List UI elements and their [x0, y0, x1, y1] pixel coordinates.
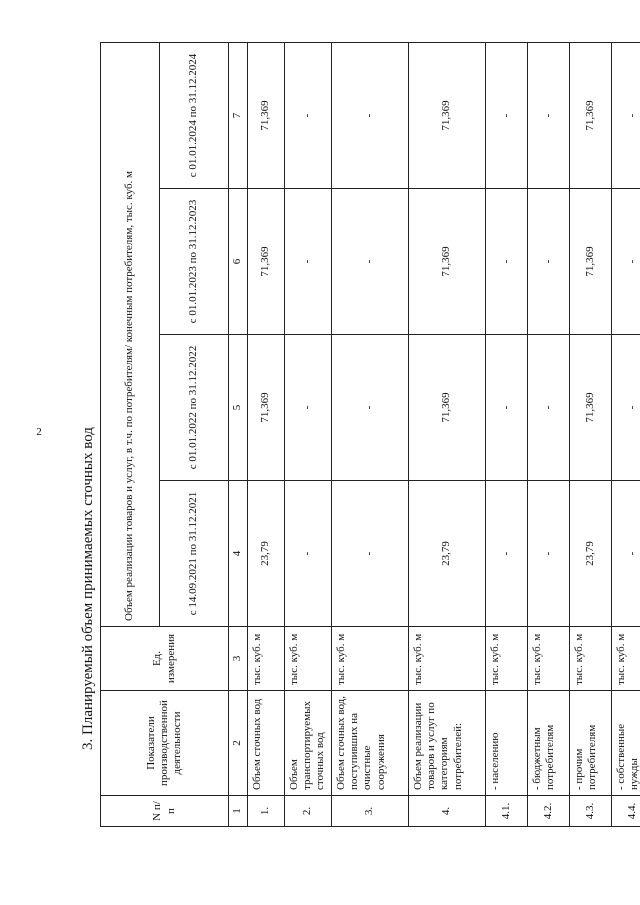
rotated-page-content	[0, 48, 640, 848]
row-value: -	[612, 189, 640, 335]
row-num: 4.1.	[486, 796, 528, 827]
row-value: -	[332, 42, 409, 188]
header-period: с 01.01.2023 по 31.12.2023	[160, 189, 229, 335]
row-value: -	[486, 189, 528, 335]
row-name: Объем транспортируемых сточных вод	[285, 691, 332, 796]
sewage-volume-table	[100, 42, 640, 827]
row-name: - бюджетным потребителям	[528, 691, 570, 796]
row-num: 4.4.	[612, 796, 640, 827]
column-index: 4	[229, 481, 248, 627]
row-value: 71,369	[570, 335, 612, 481]
row-value: 71,369	[248, 189, 285, 335]
row-unit: тыс. куб. м	[248, 627, 285, 691]
row-unit: тыс. куб. м	[409, 627, 486, 691]
page-number: 2	[36, 426, 42, 438]
row-name: - прочим потребителям	[570, 691, 612, 796]
row-name: - населению	[486, 691, 528, 796]
row-unit: тыс. куб. м	[528, 627, 570, 691]
row-value: -	[612, 335, 640, 481]
row-value: -	[528, 189, 570, 335]
row-value: -	[332, 189, 409, 335]
column-index: 6	[229, 189, 248, 335]
row-name: Объем реализации товаров и услуг по категориям потребителей:	[409, 691, 486, 796]
row-value: -	[612, 42, 640, 188]
row-value: 71,369	[570, 189, 612, 335]
header-row	[101, 42, 160, 826]
header-num: N п/п	[101, 796, 229, 827]
row-value: 23,79	[570, 481, 612, 627]
column-index: 3	[229, 627, 248, 691]
row-value: -	[612, 481, 640, 627]
row-value: 71,369	[409, 42, 486, 188]
header-period: с 01.01.2024 по 31.12.2024	[160, 42, 229, 188]
header-unit: Ед. измерения	[101, 627, 229, 691]
row-value: -	[486, 481, 528, 627]
row-unit: тыс. куб. м	[285, 627, 332, 691]
header-period: с 01.01.2022 по 31.12.2022	[160, 335, 229, 481]
row-value: -	[486, 335, 528, 481]
row-unit: тыс. куб. м	[332, 627, 409, 691]
table-row	[612, 42, 640, 826]
row-num: 3.	[332, 796, 409, 827]
table-row	[528, 42, 570, 826]
table-row	[285, 42, 332, 826]
row-unit: тыс. куб. м	[486, 627, 528, 691]
row-num: 4.	[409, 796, 486, 827]
table-row	[409, 42, 486, 826]
row-name: Объем сточных вод	[248, 691, 285, 796]
table-row	[486, 42, 528, 826]
row-value: 71,369	[248, 42, 285, 188]
column-index: 5	[229, 335, 248, 481]
row-value: 71,369	[409, 189, 486, 335]
header-group: Объем реализации товаров и услуг, в т.ч. по потребителям/ конечным потребителям, тыс. куб. м	[101, 42, 160, 626]
row-value: 23,79	[248, 481, 285, 627]
row-unit: тыс. куб. м	[612, 627, 640, 691]
row-value: -	[528, 335, 570, 481]
table-row	[570, 42, 612, 826]
row-value: -	[285, 335, 332, 481]
row-value: -	[332, 481, 409, 627]
row-value: -	[285, 189, 332, 335]
section-title: 3. Планируемый объем принимаемых сточных вод	[80, 427, 96, 750]
row-value: 71,369	[248, 335, 285, 481]
column-index: 7	[229, 42, 248, 188]
row-value: 71,369	[409, 335, 486, 481]
row-num: 4.3.	[570, 796, 612, 827]
row-num: 2.	[285, 796, 332, 827]
row-value: -	[285, 42, 332, 188]
row-name: - собственные нужды	[612, 691, 640, 796]
row-value: 23,79	[409, 481, 486, 627]
row-name: Объем сточных вод, поступивших на очистные сооружения	[332, 691, 409, 796]
column-index-row	[229, 42, 248, 826]
header-period: с 14.09.2021 по 31.12.2021	[160, 481, 229, 627]
row-num: 4.2.	[528, 796, 570, 827]
row-value: -	[528, 481, 570, 627]
row-unit: тыс. куб. м	[570, 627, 612, 691]
table-row	[332, 42, 409, 826]
row-num: 1.	[248, 796, 285, 827]
column-index: 1	[229, 796, 248, 827]
row-value: -	[285, 481, 332, 627]
row-value: -	[528, 42, 570, 188]
row-value: -	[486, 42, 528, 188]
column-index: 2	[229, 691, 248, 796]
table-row	[248, 42, 285, 826]
row-value: 71,369	[570, 42, 612, 188]
header-indicator: Показатели производственной деятельности	[101, 691, 229, 796]
row-value: -	[332, 335, 409, 481]
